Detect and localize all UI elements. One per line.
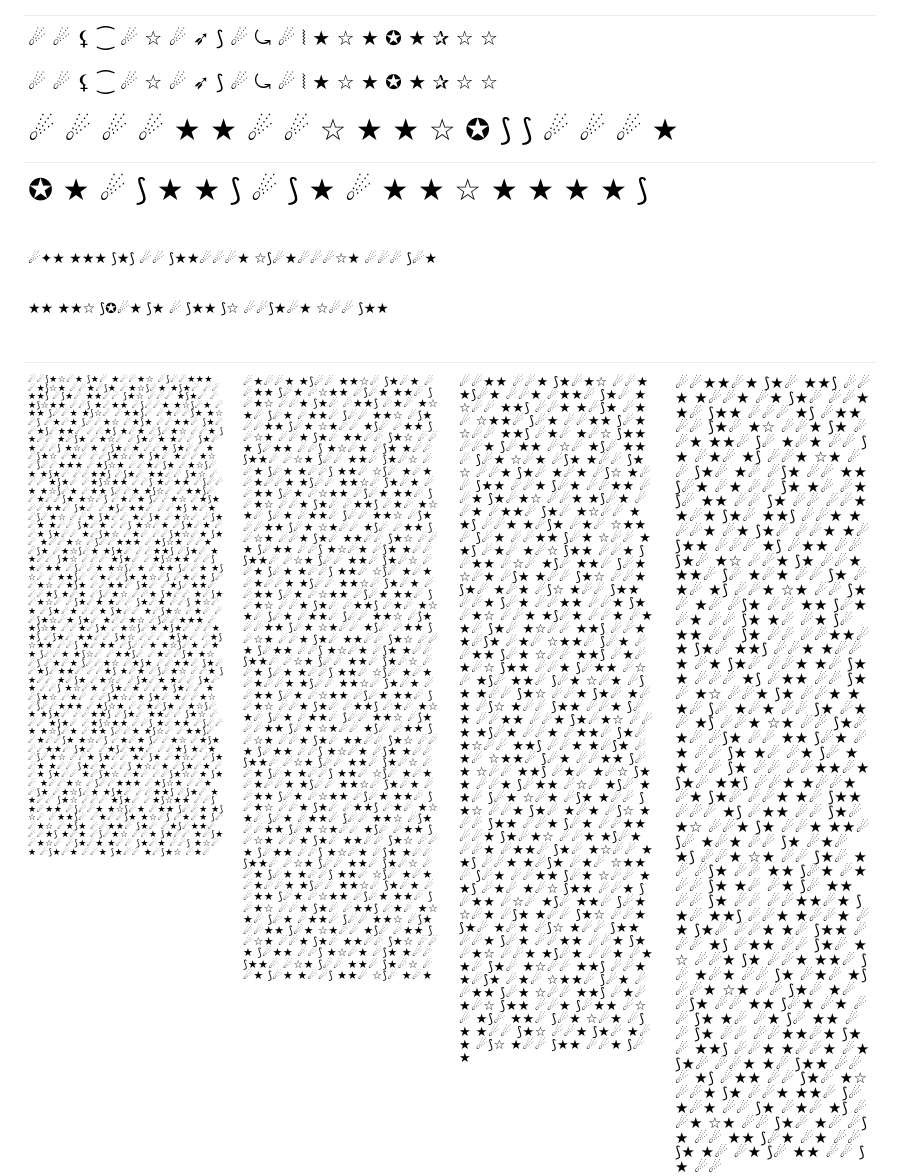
sheet-fill-4: ☄☄★★☄★ ⟆★☄ ★★⟆ ☄☄★ ★☄☄★ ☄★ ⟆★☄ ☄☄★ ★☄ ⟆★★ ☄☄☄ ★⟆ ☄★★ ☄☄ ⟆★☄ ★☆ ☄☄★ ⟆★ ☄☄★ ★★☄ ⟆☄ ★☄★ ☄☄ ⟆★ ☄★☄ ★⟆ ☄☄★ ☆★ ☄☄ ⟆★☄ ★☄ ☄⟆★ ☄☄ ★★ ⟆☄★ ☄★ ☄☄ ⟆★ ★☄ ☄★ ⟆☄ ★★ ☄☄ ⟆★ ☄☄ ☄☄★★☄★ ⟆★☄ ★★⟆ ☄☄★ ★☄☄★ ☄★ ⟆★☄ ☄☄★ ★☄ ⟆★★ ☄☄☄ ★⟆ ☄★★ ☄☄ ⟆★☄ ★☆ ☄☄★ ⟆★ ☄☄★ ★★☄ ⟆☄ ★☄★ ☄☄ ⟆★ ☄★☄ ★⟆ ☄☄★ ☆★ ☄☄ ⟆★☄ ★☄ ☄⟆★ ☄☄ ★★ ⟆☄★ ☄★ ☄☄ ⟆★ ★☄ ☄★ ⟆☄ ★★ ☄☄ ⟆★ ☄☄ ☄☄★★☄★ ⟆★☄ ★★⟆ ☄☄★ ★☄☄★ ☄★ ⟆★☄ ☄☄★ ★☄ ⟆★★ ☄☄☄ ★⟆ ☄★★ ☄☄ ⟆★☄ ★☆ ☄☄★ ⟆★ ☄☄★ ★★☄ ⟆☄ ★☄★ ☄☄ ⟆★ ☄★☄ ★⟆ ☄☄★ ☆★ ☄☄ ⟆★☄ ★☄ ☄⟆★ ☄☄ ★★ ⟆☄★ ☄★ ☄☄ ⟆★ ★☄ ☄★ ⟆☄ ★★ ☄☄ ⟆★ ☄☄ ☄☄★★☄★ ⟆★☄ ★★⟆ ☄☄★ ★☄☄★ ☄★ ⟆★☄ ☄☄★ ★☄ ⟆★★ ☄☄☄ ★⟆ ☄★★ ☄☄ ⟆★☄ ★☆ ☄☄★ ⟆★ ☄☄★ ★★☄ ⟆☄ ★☄★ ☄☄ ⟆★ ☄★☄ ★⟆ ☄☄★ ☆★ ☄☄ ⟆★☄ ★☄ ☄⟆★ ☄☄ ★★ ⟆☄★ ☄★ ☄☄ ⟆★ ★☄ ☄★ ⟆☄ ★★ ☄☄ ⟆★ ☄☄ ☄☄★★☄★ ⟆★☄ ★★⟆ ☄☄★ ★☄☄★ ☄★ ⟆★☄ ☄☄★ ★☄ ⟆★★ ☄☄☄ ★⟆ ☄★★ ☄☄ ⟆★☄ ★☆ ☄☄★ ⟆★ ☄☄★ ★★☄ ⟆☄ ★☄★ ☄☄ ⟆★ ☄★☄ ★⟆ ☄☄★ ☆★ ☄☄ ⟆★☄ ★☄ ☄⟆★ ☄☄ ★★ ⟆☄★ ☄★ ☄☄ ⟆★ ★☄ ☄★ ⟆☄ ★★ ☄☄ ⟆★ ☄☄ ☄☄★★☄★ ⟆★☄ ★★⟆ ☄☄★ ★☄☄★ ☄★ ⟆★☄ ☄☄★ ★☄ ⟆★★ ☄☄☄ ★⟆ ☄★★ ☄☄ ⟆★☄ ★☆ ☄☄★ ⟆★ ☄☄★ ★★☄ ⟆☄ ★☄★ ☄☄ ⟆★ ☄★☄ ★⟆ ☄☄★ ☆★ ☄☄ ⟆★☄ ★☄ ☄⟆★ ☄☄ ★★ ⟆☄★ ☄★ ☄☄ ⟆★ ★☄ ☄★ ⟆☄ ★★ ☄☄ ⟆★ ☄☄ (675, 374, 871, 1176)
line-bold-mixed: ✪ ★ ☄ ⟆ ★ ★ ⟆ ☄ ⟆ ★ ☄ ★ ★ ☆ ★ ★ ★ ★ ⟆ (28, 173, 649, 208)
glyph-row-small-sparse (28, 296, 874, 318)
glyph-set-large: ☄ ☄ ☄ ☄ ★ ★ ☄ ☄ ☆ ★ ★ ☆ ✪ ⟆ ⟆ ☄ ☄ ☄ ★ (28, 113, 679, 148)
glyph-row-small-mixed (28, 246, 874, 268)
divider (24, 15, 876, 16)
line-small-sparse: ★★ ★★☆ ⟆✪☄★ ⟆★ ☄ ⟆★★ ⟆☆ ☄☄⟆★☄★ ☆☄☄ ⟆★★ (28, 301, 389, 317)
glyph-row-large (28, 113, 874, 148)
text-block-preview-4 (675, 374, 871, 1176)
divider (24, 362, 876, 363)
glyph-set-small-2: ☄ ☄ ⚸ ⁐ ☄ ☆ ☄ ➶ ⟆ ☄ ⤿ ☄ ⦚ ★ ☆ ★ ✪ ★ ✰ ☆ ☆ (28, 70, 498, 94)
line-small-mixed: ☄✦★ ★★★ ⟆★⟆ ☄☄ ⟆★★☄☄☄★ ☆⟆☄★☄☄☄☆★ ☄☄☄ ⟆☄★ (28, 251, 438, 267)
text-block-preview-1 (28, 375, 224, 858)
sheet-fill-2: ☄★☄☄★ ★⟆☄☄ ★★☆☄ ⟆★☄★ ☄☄★★ ⟆☄★ ☄☆★★ ☄⟆☄★ ★★☄ ⟆☄★☆ ☄☄★ ⟆★☄ ☄★★⟆ ☄★☄ ★☆★☄ ⟆☄★ ☄★★☄ ⟆☄☄ ★★☆ ☄⟆★ ☄☄★★ ⟆☄★ ☆★☄☄ ★⟆☄ ☄★★ ⟆☄☆★ ☄☄★ ⟆★☄ ★★☄☄ ⟆★☆ ☄☄★ ⟆☄★★ ☄☄⟆ ★☆☄★ ☄⟆★ ★☄☄ ⟆★★☄ ☄☆★ ⟆☄☄ ★★☄ ⟆★☄☆ ☄☄★ ⟆☄★ ★☄☄⟆ ★★☄ ☆⟆☄ ★☄★ ☄★☄☄★ ★⟆☄☄ ★★☆☄ ⟆★☄★ ☄☄★★ ⟆☄★ ☄☆★★ ☄⟆☄★ ★★☄ ⟆☄★☆ ☄☄★ ⟆★☄ ☄★★⟆ ☄★☄ ★☆★☄ ⟆☄★ ☄★★☄ ⟆☄☄ ★★☆ ☄⟆★ ☄☄★★ ⟆☄★ ☆★☄☄ ★⟆☄ ☄★★ ⟆☄☆★ ☄☄★ ⟆★☄ ★★☄☄ ⟆★☆ ☄☄★ ⟆☄★★ ☄☄⟆ ★☆☄★ ☄⟆★ ★☄☄ ⟆★★☄ ☄☆★ ⟆☄☄ ★★☄ ⟆★☄☆ ☄☄★ ⟆☄★ ★☄☄⟆ ★★☄ ☆⟆☄ ★☄★ ☄★☄☄★ ★⟆☄☄ ★★☆☄ ⟆★☄★ ☄☄★★ ⟆☄★ ☄☆★★ ☄⟆☄★ ★★☄ ⟆☄★☆ ☄☄★ ⟆★☄ ☄★★⟆ ☄★☄ ★☆★☄ ⟆☄★ ☄★★☄ ⟆☄☄ ★★☆ ☄⟆★ ☄☄★★ ⟆☄★ ☆★☄☄ ★⟆☄ ☄★★ ⟆☄☆★ ☄☄★ ⟆★☄ ★★☄☄ ⟆★☆ ☄☄★ ⟆☄★★ ☄☄⟆ ★☆☄★ ☄⟆★ ★☄☄ ⟆★★☄ ☄☆★ ⟆☄☄ ★★☄ ⟆★☄☆ ☄☄★ ⟆☄★ ★☄☄⟆ ★★☄ ☆⟆☄ ★☄★ ☄★☄☄★ ★⟆☄☄ ★★☆☄ ⟆★☄★ ☄☄★★ ⟆☄★ ☄☆★★ ☄⟆☄★ ★★☄ ⟆☄★☆ ☄☄★ ⟆★☄ ☄★★⟆ ☄★☄ ★☆★☄ ⟆☄★ ☄★★☄ ⟆☄☄ ★★☆ ☄⟆★ ☄☄★★ ⟆☄★ ☆★☄☄ ★⟆☄ ☄★★ ⟆☄☆★ ☄☄★ ⟆★☄ ★★☄☄ ⟆★☆ ☄☄★ ⟆☄★★ ☄☄⟆ ★☆☄★ ☄⟆★ ★☄☄ ⟆★★☄ ☄☆★ ⟆☄☄ ★★☄ ⟆★☄☆ ☄☄★ ⟆☄★ ★☄☄⟆ ★★☄ ☆⟆☄ ★☄★ ☄★☄☄★ ★⟆☄☄ ★★☆☄ ⟆★☄★ ☄☄★★ ⟆☄★ ☄☆★★ ☄⟆☄★ ★★☄ ⟆☄★☆ ☄☄★ ⟆★☄ ☄★★⟆ ☄★☄ ★☆★☄ ⟆☄★ ☄★★☄ ⟆☄☄ ★★☆ ☄⟆★ ☄☄★★ ⟆☄★ ☆★☄☄ ★⟆☄ ☄★★ ⟆☄☆★ ☄☄★ ⟆★☄ ★★☄☄ ⟆★☆ ☄☄★ ⟆☄★★ ☄☄⟆ ★☆☄★ ☄⟆★ ★☄☄ ⟆★★☄ ☄☆★ ⟆☄☄ ★★☄ ⟆★☄☆ ☄☄★ ⟆☄★ ★☄☄⟆ ★★☄ ☆⟆☄ ★☄★ ☄★☄☄★ ★⟆☄☄ ★★☆☄ ⟆★☄★ ☄☄★★ ⟆☄★ ☄☆★★ ☄⟆☄★ ★★☄ ⟆☄★☆ ☄☄★ ⟆★☄ ☄★★⟆ ☄★☄ ★☆★☄ ⟆☄★ ☄★★☄ ⟆☄☄ ★★☆ ☄⟆★ ☄☄★★ ⟆☄★ ☆★☄☄ ★⟆☄ ☄★★ ⟆☄☆★ ☄☄★ ⟆★☄ ★★☄☄ ⟆★☆ ☄☄★ ⟆☄★★ ☄☄⟆ ★☆☄★ ☄⟆★ ★☄☄ ⟆★★☄ ☄☆★ ⟆☄☄ ★★☄ ⟆★☄☆ ☄☄★ ⟆☄★ ★☄☄⟆ ★★☄ ☆⟆☄ ★☄★ (243, 375, 439, 982)
divider (24, 162, 876, 163)
sheet-fill-1: ☄☄⟆★☆☄★ ⟆★☄ ★☄☄★☆ ☄⟆☄☄★★★ ☄★⟆☆★ ☄☄★☄⟆★ ☄★☆⟆☄★ ★⟆★☄ ☄☄★★⟆ ☄⟆★☄ ★★☄☄ ⟆★☆ ☄☄☄ ★⟆★☄ ☄★⟆☆★★ ☄☄⟆ ★☄★★ ☄⟆☄☄★ ★☆⟆☄★ ☄★★ ⟆☄☄★ ★⟆☆☄ ☄★★⟆☄ ☄★☄☄⟆★ ★☆☄⟆ ☄★☄★ ⟆☄☄★☆ ☄★⟆★ ☄☄★★☄ ⟆★☄ ☄★⟆☄★★☄ ☄☄★⟆ ★☄★ ☄⟆☄★☆ ☄☄★ ⟆★☄☄ ★☄⟆★ ☄★☆☄ ☄⟆★☄★ ★☄☄ ⟆★☄★ ☄☄⟆ ★☆☄★ ☄⟆★☄★ ☄☄★ ⟆★☄☄ ★☄⟆★☆ ☄★☄ ☄☄⟆★☆☄★ ⟆★☄ ★☄☄★☆ ☄⟆☄☄★★★ ☄★⟆☆★ ☄☄★☄⟆★ ☄★☆⟆☄★ ★⟆★☄ ☄☄★★⟆ ☄⟆★☄ ★★☄☄ ⟆★☆ ☄☄☄ ★⟆★☄ ☄★⟆☆★★ ☄☄⟆ ★☄★★ ☄⟆☄☄★ ★☆⟆☄★ ☄★★ ⟆☄☄★ ★⟆☆☄ ☄★★⟆☄ ☄★☄☄⟆★ ★☆☄⟆ ☄★☄★ ⟆☄☄★☆ ☄★⟆★ ☄☄★★☄ ⟆★☄ ☄★⟆☄★★☄ ☄☄★⟆ ★☄★ ☄⟆☄★☆ ☄☄★ ⟆★☄☄ ★☄⟆★ ☄★☆☄ ☄⟆★☄★ ★☄☄ ⟆★☄★ ☄☄⟆ ★☆☄★ ☄⟆★☄★ ☄☄★ ⟆★☄☄ ★☄⟆★☆ ☄★☄ ☄☄⟆★☆☄★ ⟆★☄ ★☄☄★☆ ☄⟆☄☄★★★ ☄★⟆☆★ ☄☄★☄⟆★ ☄★☆⟆☄★ ★⟆★☄ ☄☄★★⟆ ☄⟆★☄ ★★☄☄ ⟆★☆ ☄☄☄ ★⟆★☄ ☄★⟆☆★★ ☄☄⟆ ★☄★★ ☄⟆☄☄★ ★☆⟆☄★ ☄★★ ⟆☄☄★ ★⟆☆☄ ☄★★⟆☄ ☄★☄☄⟆★ ★☆☄⟆ ☄★☄★ ⟆☄☄★☆ ☄★⟆★ ☄☄★★☄ ⟆★☄ ☄★⟆☄★★☄ ☄☄★⟆ ★☄★ ☄⟆☄★☆ ☄☄★ ⟆★☄☄ ★☄⟆★ ☄★☆☄ ☄⟆★☄★ ★☄☄ ⟆★☄★ ☄☄⟆ ★☆☄★ ☄⟆★☄★ ☄☄★ ⟆★☄☄ ★☄⟆★☆ ☄★☄ ☄☄⟆★☆☄★ ⟆★☄ ★☄☄★☆ ☄⟆☄☄★★★ ☄★⟆☆★ ☄☄★☄⟆★ ☄★☆⟆☄★ ★⟆★☄ ☄☄★★⟆ ☄⟆★☄ ★★☄☄ ⟆★☆ ☄☄☄ ★⟆★☄ ☄★⟆☆★★ ☄☄⟆ ★☄★★ ☄⟆☄☄★ ★☆⟆☄★ ☄★★ ⟆☄☄★ ★⟆☆☄ ☄★★⟆☄ ☄★☄☄⟆★ ★☆☄⟆ ☄★☄★ ⟆☄☄★☆ ☄★⟆★ ☄☄★★☄ ⟆★☄ ☄★⟆☄★★☄ ☄☄★⟆ ★☄★ ☄⟆☄★☆ ☄☄★ ⟆★☄☄ ★☄⟆★ ☄★☆☄ ☄⟆★☄★ ★☄☄ ⟆★☄★ ☄☄⟆ ★☆☄★ ☄⟆★☄★ ☄☄★ ⟆★☄☄ ★☄⟆★☆ ☄★☄ ☄☄⟆★☆☄★ ⟆★☄ ★☄☄★☆ ☄⟆☄☄★★★ ☄★⟆☆★ ☄☄★☄⟆★ ☄★☆⟆☄★ ★⟆★☄ ☄☄★★⟆ ☄⟆★☄ ★★☄☄ ⟆★☆ ☄☄☄ ★⟆★☄ ☄★⟆☆★★ ☄☄⟆ ★☄★★ ☄⟆☄☄★ ★☆⟆☄★ ☄★★ ⟆☄☄★ ★⟆☆☄ ☄★★⟆☄ ☄★☄☄⟆★ ★☆☄⟆ ☄★☄★ ⟆☄☄★☆ ☄★⟆★ ☄☄★★☄ ⟆★☄ ☄★⟆☄★★☄ ☄☄★⟆ ★☄★ ☄⟆☄★☆ ☄☄★ ⟆★☄☄ ★☄⟆★ ☄★☆☄ ☄⟆★☄★ ★☄☄ ⟆★☄★ ☄☄⟆ ★☆☄★ ☄⟆★☄★ ☄☄★ ⟆★☄☄ ★☄⟆★☆ ☄★☄ ☄☄⟆★☆☄★ ⟆★☄ ★☄☄★☆ ☄⟆☄☄★★★ ☄★⟆☆★ ☄☄★☄⟆★ ☄★☆⟆☄★ ★⟆★☄ ☄☄★★⟆ ☄⟆★☄ ★★☄☄ ⟆★☆ ☄☄☄ ★⟆★☄ ☄★⟆☆★★ ☄☄⟆ ★☄★★ ☄⟆☄☄★ ★☆⟆☄★ ☄★★ ⟆☄☄★ ★⟆☆☄ ☄★★⟆☄ ☄★☄☄⟆★ ★☆☄⟆ ☄★☄★ ⟆☄☄★☆ ☄★⟆★ ☄☄★★☄ ⟆★☄ ☄★⟆☄★★☄ ☄☄★⟆ ★☄★ ☄⟆☄★☆ ☄☄★ ⟆★☄☄ ★☄⟆★ ☄★☆☄ ☄⟆★☄★ ★☄☄ ⟆★☄★ ☄☄⟆ ★☆☄★ ☄⟆★☄★ ☄☄★ ⟆★☄☄ ★☄⟆★☆ ☄★☄ (28, 375, 224, 858)
glyph-set-small-1: ☄ ☄ ⚸ ⁐ ☄ ☆ ☄ ➶ ⟆ ☄ ⤿ ☄ ⦚ ★ ☆ ★ ✪ ★ ✰ ☆ ☆ (28, 26, 498, 50)
text-block-preview-2 (243, 375, 439, 982)
glyph-row-small-2 (28, 72, 874, 94)
sheet-fill-3: ☄☄★★ ☄☄★ ⟆★☄★☆ ☄☄★ ★⟆☄★ ☄☄★ ☄★★☄ ⟆★☄ ★☆☄☄ ★★⟆ ☄☄★ ★☄⟆★ ☄★☄ ☆★★☄ ⟆☄★ ☄☄★★ ⟆☄★ ☆☄☄ ★★⟆ ☄★☄ ★☄☆ ⟆★★ ☄☄★ ⟆☄★★ ☄☆☄ ★⟆☄ ★★☄ ⟆☄★ ☆☄★ ☄⟆★ ★☄☄ ⟆★☆ ☄☄★ ⟆★☄ ★☄★ ☄⟆☆ ★☄☄ ⟆★★ ☄☄★ ⟆☄★ ☄☄★★ ☄☄★ ⟆★☄★☆ ☄☄★ ★⟆☄★ ☄☄★ ☄★★☄ ⟆★☄ ★☆☄☄ ★★⟆ ☄☄★ ★☄⟆★ ☄★☄ ☆★★☄ ⟆☄★ ☄☄★★ ⟆☄★ ☆☄☄ ★★⟆ ☄★☄ ★☄☆ ⟆★★ ☄☄★ ⟆☄★★ ☄☆☄ ★⟆☄ ★★☄ ⟆☄★ ☆☄★ ☄⟆★ ★☄☄ ⟆★☆ ☄☄★ ⟆★☄ ★☄★ ☄⟆☆ ★☄☄ ⟆★★ ☄☄★ ⟆☄★ ☄☄★★ ☄☄★ ⟆★☄★☆ ☄☄★ ★⟆☄★ ☄☄★ ☄★★☄ ⟆★☄ ★☆☄☄ ★★⟆ ☄☄★ ★☄⟆★ ☄★☄ ☆★★☄ ⟆☄★ ☄☄★★ ⟆☄★ ☆☄☄ ★★⟆ ☄★☄ ★☄☆ ⟆★★ ☄☄★ ⟆☄★★ ☄☆☄ ★⟆☄ ★★☄ ⟆☄★ ☆☄★ ☄⟆★ ★☄☄ ⟆★☆ ☄☄★ ⟆★☄ ★☄★ ☄⟆☆ ★☄☄ ⟆★★ ☄☄★ ⟆☄★ ☄☄★★ ☄☄★ ⟆★☄★☆ ☄☄★ ★⟆☄★ ☄☄★ ☄★★☄ ⟆★☄ ★☆☄☄ ★★⟆ ☄☄★ ★☄⟆★ ☄★☄ ☆★★☄ ⟆☄★ ☄☄★★ ⟆☄★ ☆☄☄ ★★⟆ ☄★☄ ★☄☆ ⟆★★ ☄☄★ ⟆☄★★ ☄☆☄ ★⟆☄ ★★☄ ⟆☄★ ☆☄★ ☄⟆★ ★☄☄ ⟆★☆ ☄☄★ ⟆★☄ ★☄★ ☄⟆☆ ★☄☄ ⟆★★ ☄☄★ ⟆☄★ ☄☄★★ ☄☄★ ⟆★☄★☆ ☄☄★ ★⟆☄★ ☄☄★ ☄★★☄ ⟆★☄ ★☆☄☄ ★★⟆ ☄☄★ ★☄⟆★ ☄★☄ ☆★★☄ ⟆☄★ ☄☄★★ ⟆☄★ ☆☄☄ ★★⟆ ☄★☄ ★☄☆ ⟆★★ ☄☄★ ⟆☄★★ ☄☆☄ ★⟆☄ ★★☄ ⟆☄★ ☆☄★ ☄⟆★ ★☄☄ ⟆★☆ ☄☄★ ⟆★☄ ★☄★ ☄⟆☆ ★☄☄ ⟆★★ ☄☄★ ⟆☄★ ☄☄★★ ☄☄★ ⟆★☄★☆ ☄☄★ ★⟆☄★ ☄☄★ ☄★★☄ ⟆★☄ ★☆☄☄ ★★⟆ ☄☄★ ★☄⟆★ ☄★☄ ☆★★☄ ⟆☄★ ☄☄★★ ⟆☄★ ☆☄☄ ★★⟆ ☄★☄ ★☄☆ ⟆★★ ☄☄★ ⟆☄★★ ☄☆☄ ★⟆☄ ★★☄ ⟆☄★ ☆☄★ ☄⟆★ ★☄☄ ⟆★☆ ☄☄★ ⟆★☄ ★☄★ ☄⟆☆ ★☄☄ ⟆★★ ☄☄★ ⟆☄★ (459, 375, 654, 1066)
glyph-row-small-1 (28, 28, 874, 50)
glyph-row-bold-mixed (28, 173, 874, 208)
text-block-preview-3 (459, 375, 655, 1066)
